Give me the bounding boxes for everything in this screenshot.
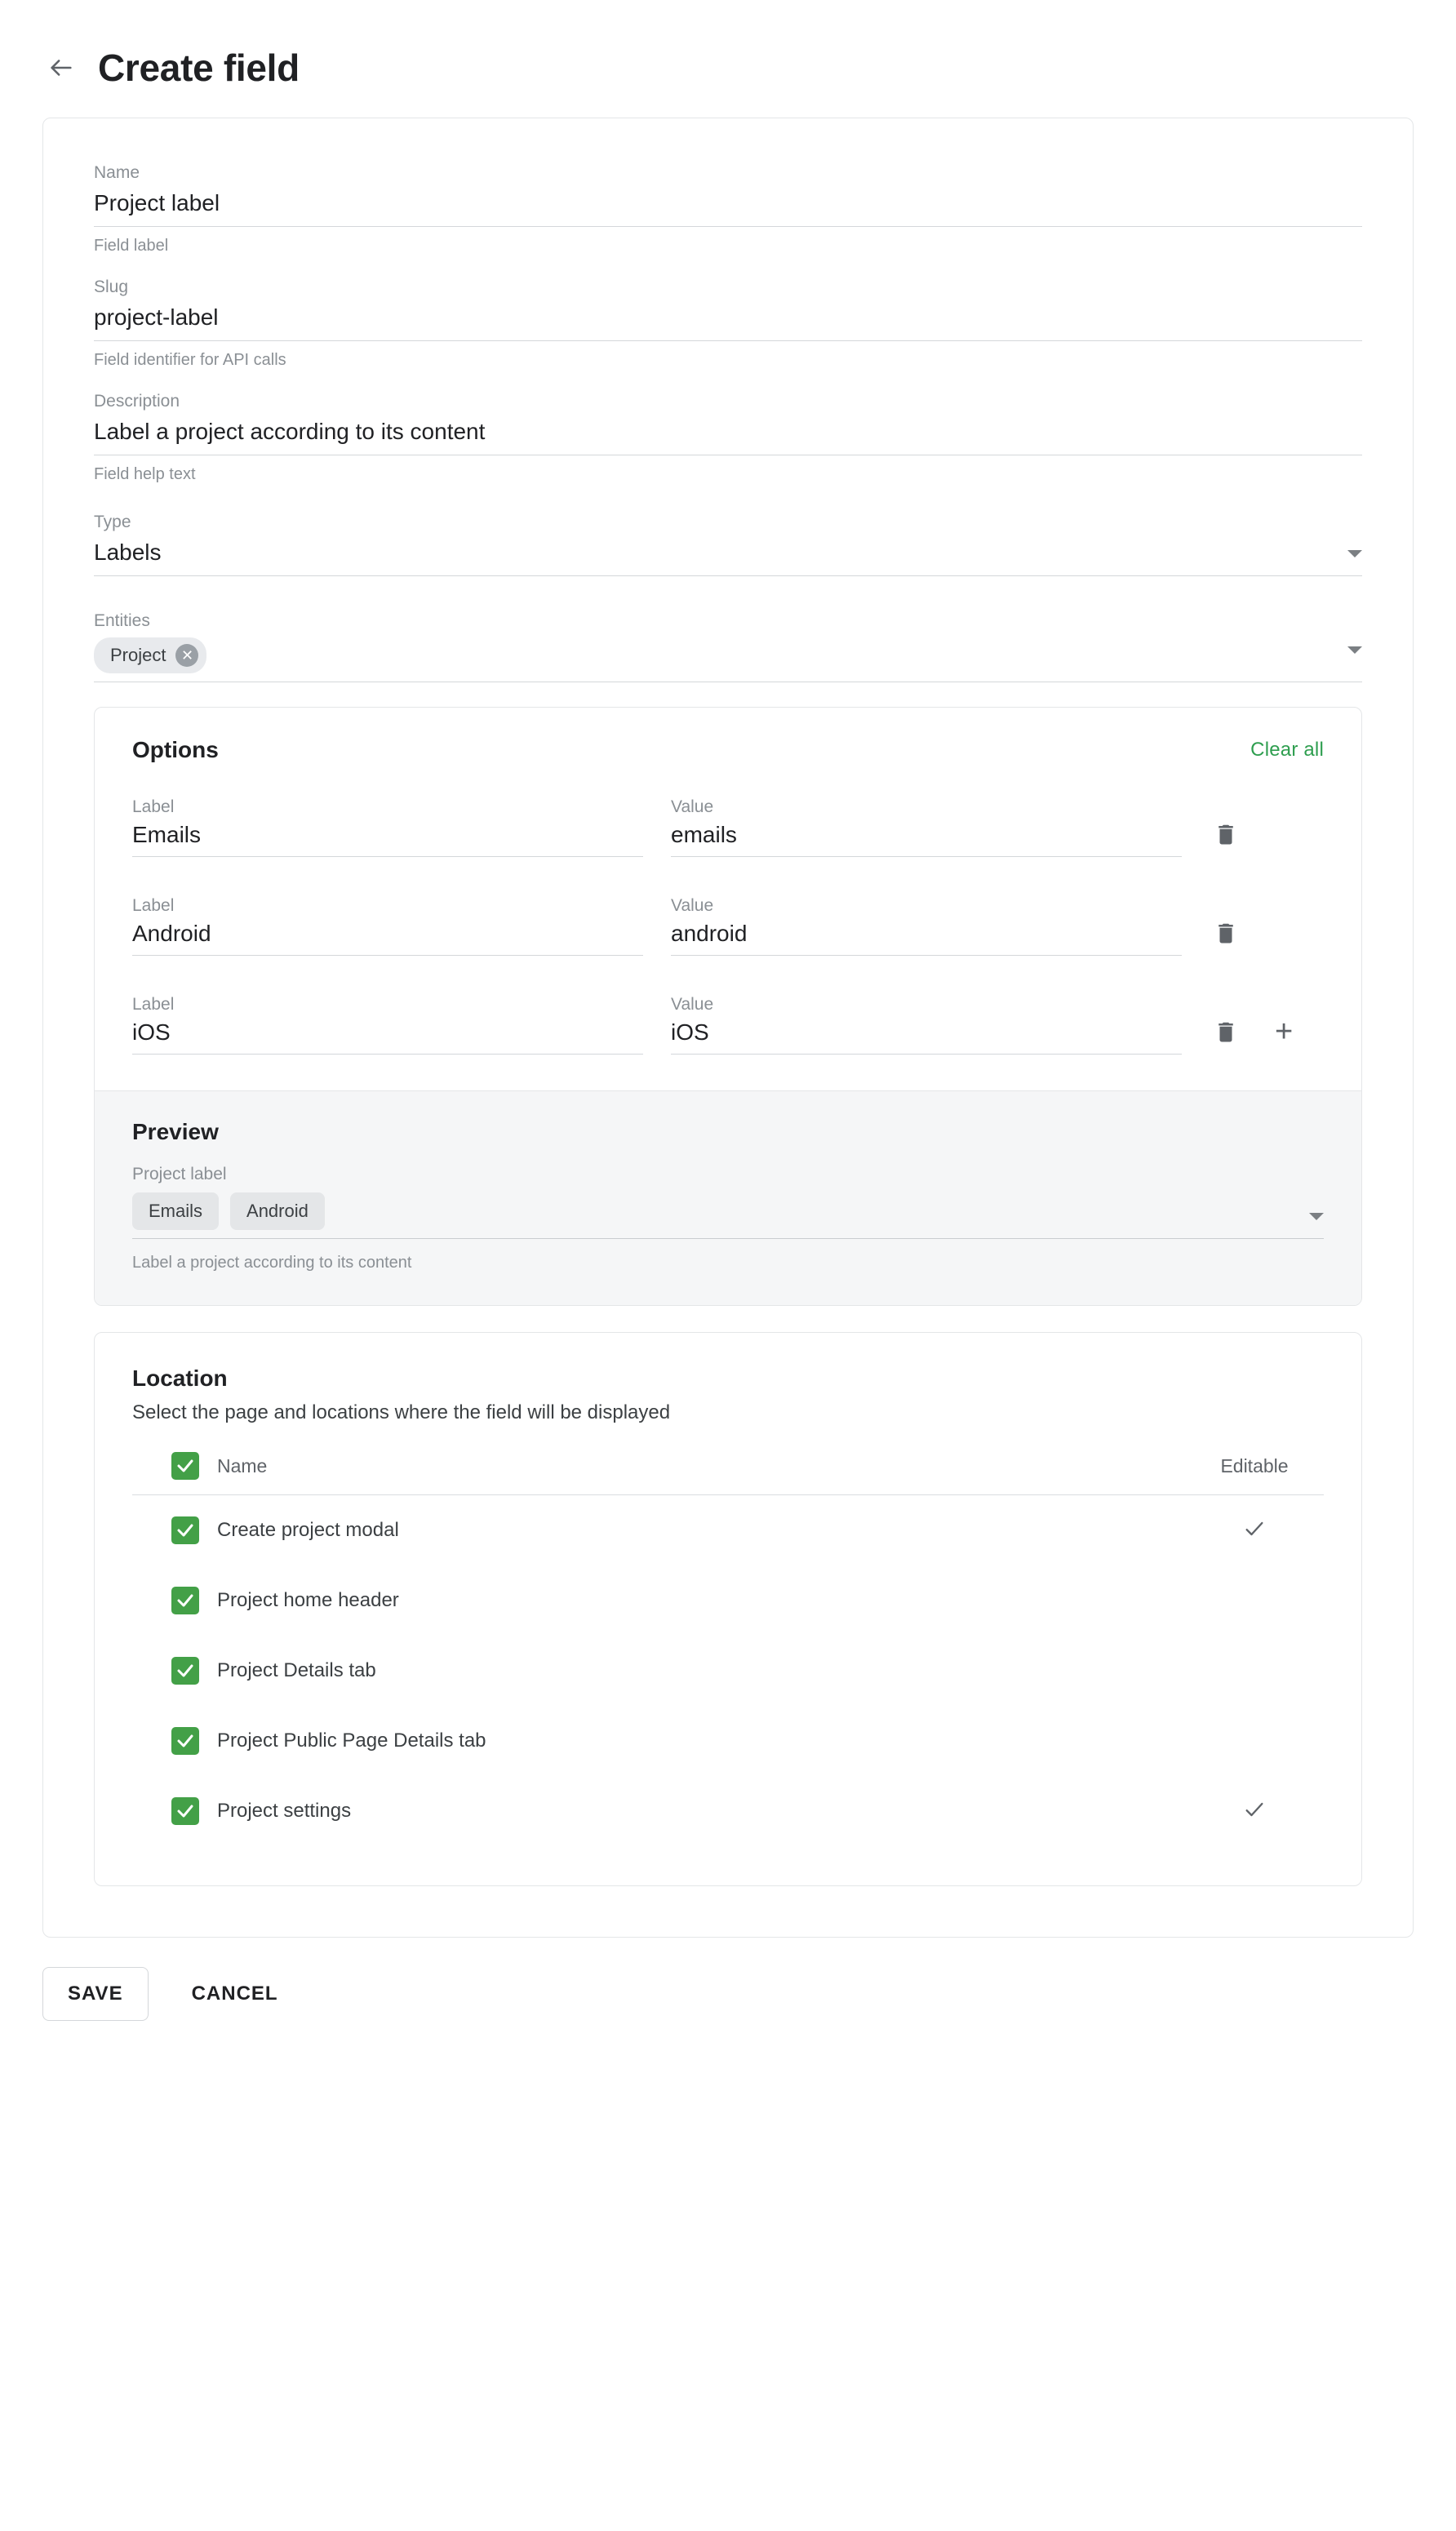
preview-chips [132, 1192, 1290, 1230]
page-header [0, 33, 1456, 106]
cancel-button[interactable]: CANCEL [191, 1983, 278, 2005]
preview-field-label: Project label [132, 1165, 227, 1183]
option-row [132, 880, 1324, 979]
location-subtitle: Select the page and locations where the field will be displayed [132, 1401, 671, 1423]
row-editable-check-icon [1185, 1517, 1324, 1544]
trash-icon[interactable] [1210, 818, 1242, 850]
option-label-caption: Label [132, 995, 175, 1014]
create-field-card [42, 118, 1414, 1938]
row-checkbox[interactable] [171, 1727, 199, 1755]
option-row [132, 979, 1324, 1077]
option-row-actions [1210, 917, 1324, 956]
row-checkbox-cell [132, 1727, 217, 1755]
field-type [94, 510, 1362, 576]
option-label-input-row[interactable] [132, 1018, 643, 1055]
type-label: Type [94, 513, 131, 531]
option-value-caption: Value [671, 995, 714, 1014]
trash-icon[interactable] [1210, 917, 1242, 949]
field-name [94, 161, 1362, 257]
row-checkbox-cell [132, 1587, 217, 1614]
clear-all-button[interactable]: Clear all [1250, 739, 1324, 761]
option-value-col [671, 993, 1182, 1055]
row-checkbox-cell [132, 1797, 217, 1825]
option-label-input[interactable]: Android [132, 921, 211, 946]
option-value-input-row[interactable] [671, 820, 1182, 857]
chevron-down-icon[interactable] [1347, 646, 1362, 654]
chevron-down-icon[interactable] [1309, 1213, 1324, 1220]
type-select[interactable] [94, 538, 1362, 576]
row-checkbox-cell [132, 1516, 217, 1544]
field-slug [94, 275, 1362, 371]
type-selected-value: Labels [94, 540, 162, 565]
preview-help: Label a project according to its content [132, 1254, 412, 1272]
row-checkbox[interactable] [171, 1797, 199, 1825]
table-row [132, 1636, 1324, 1706]
name-help: Field label [94, 237, 169, 255]
preview-title: Preview [132, 1119, 219, 1144]
chevron-down-icon[interactable] [1347, 550, 1362, 557]
slug-help: Field identifier for API calls [94, 351, 286, 369]
options-panel [94, 707, 1362, 1306]
description-help: Field help text [94, 465, 196, 483]
entity-chip[interactable] [94, 637, 206, 673]
row-checkbox-cell [132, 1657, 217, 1685]
option-label-input-row[interactable] [132, 820, 643, 857]
option-label-col [132, 895, 643, 956]
preview-chip: Emails [132, 1192, 219, 1230]
entities-select[interactable] [94, 637, 1362, 682]
select-all-checkbox[interactable] [171, 1452, 199, 1480]
column-header-editable: Editable [1220, 1454, 1289, 1476]
name-label: Name [94, 163, 140, 182]
location-table-header [132, 1445, 1324, 1495]
field-entities [94, 609, 1362, 682]
option-value-input[interactable]: emails [671, 822, 737, 847]
options-title: Options [132, 737, 219, 762]
row-name: Project Details tab [217, 1659, 376, 1681]
option-value-col [671, 796, 1182, 857]
option-value-input[interactable]: android [671, 921, 748, 946]
slug-input-row[interactable] [94, 303, 1362, 341]
option-value-caption: Value [671, 797, 714, 816]
row-name: Project home header [217, 1589, 399, 1611]
option-value-input-row[interactable] [671, 1018, 1182, 1055]
name-input-row[interactable] [94, 189, 1362, 227]
preview-section [95, 1090, 1361, 1305]
table-row [132, 1495, 1324, 1565]
description-label: Description [94, 392, 180, 411]
close-icon[interactable]: ✕ [175, 644, 198, 667]
select-all-cell [132, 1452, 217, 1480]
row-editable-check-icon [1185, 1798, 1324, 1825]
description-input[interactable]: Label a project according to its content [94, 419, 486, 444]
slug-label: Slug [94, 278, 129, 296]
row-checkbox[interactable] [171, 1587, 199, 1614]
option-label-col [132, 993, 643, 1055]
add-option-icon[interactable]: + [1275, 1015, 1294, 1049]
row-name: Create project modal [217, 1519, 399, 1541]
preview-select[interactable] [132, 1192, 1324, 1239]
option-label-col [132, 796, 643, 857]
row-checkbox[interactable] [171, 1657, 199, 1685]
option-row [132, 781, 1324, 880]
options-body [95, 708, 1361, 1090]
field-description [94, 389, 1362, 486]
options-header [132, 737, 1324, 763]
column-header-name: Name [217, 1454, 268, 1476]
form-footer [0, 1938, 1456, 2070]
option-row-actions [1210, 818, 1324, 857]
option-value-caption: Value [671, 896, 714, 915]
trash-icon[interactable] [1210, 1015, 1242, 1048]
row-name: Project settings [217, 1800, 352, 1822]
save-button[interactable]: SAVE [42, 1967, 149, 2021]
table-row [132, 1706, 1324, 1776]
description-input-row[interactable] [94, 417, 1362, 455]
location-table [132, 1445, 1324, 1846]
option-value-input[interactable]: iOS [671, 1019, 709, 1045]
arrow-left-icon[interactable] [42, 49, 80, 87]
entities-label: Entities [94, 611, 150, 630]
location-panel [94, 1332, 1362, 1886]
name-input[interactable]: Project label [94, 190, 220, 215]
table-row [132, 1776, 1324, 1846]
slug-input[interactable]: project-label [94, 304, 219, 330]
preview-chip: Android [230, 1192, 325, 1230]
option-label-input[interactable]: Emails [132, 822, 202, 847]
option-label-caption: Label [132, 896, 175, 915]
option-value-col [671, 895, 1182, 956]
row-name: Project Public Page Details tab [217, 1730, 486, 1752]
option-label-input-row[interactable] [132, 919, 643, 956]
option-label-input[interactable]: iOS [132, 1019, 171, 1045]
entity-chip-label: Project [110, 644, 166, 665]
page-title: Create field [98, 47, 300, 89]
location-title: Location [132, 1365, 228, 1391]
option-value-input-row[interactable] [671, 919, 1182, 956]
table-row [132, 1565, 1324, 1636]
option-label-caption: Label [132, 797, 175, 816]
row-checkbox[interactable] [171, 1516, 199, 1544]
option-row-actions [1210, 1015, 1324, 1055]
